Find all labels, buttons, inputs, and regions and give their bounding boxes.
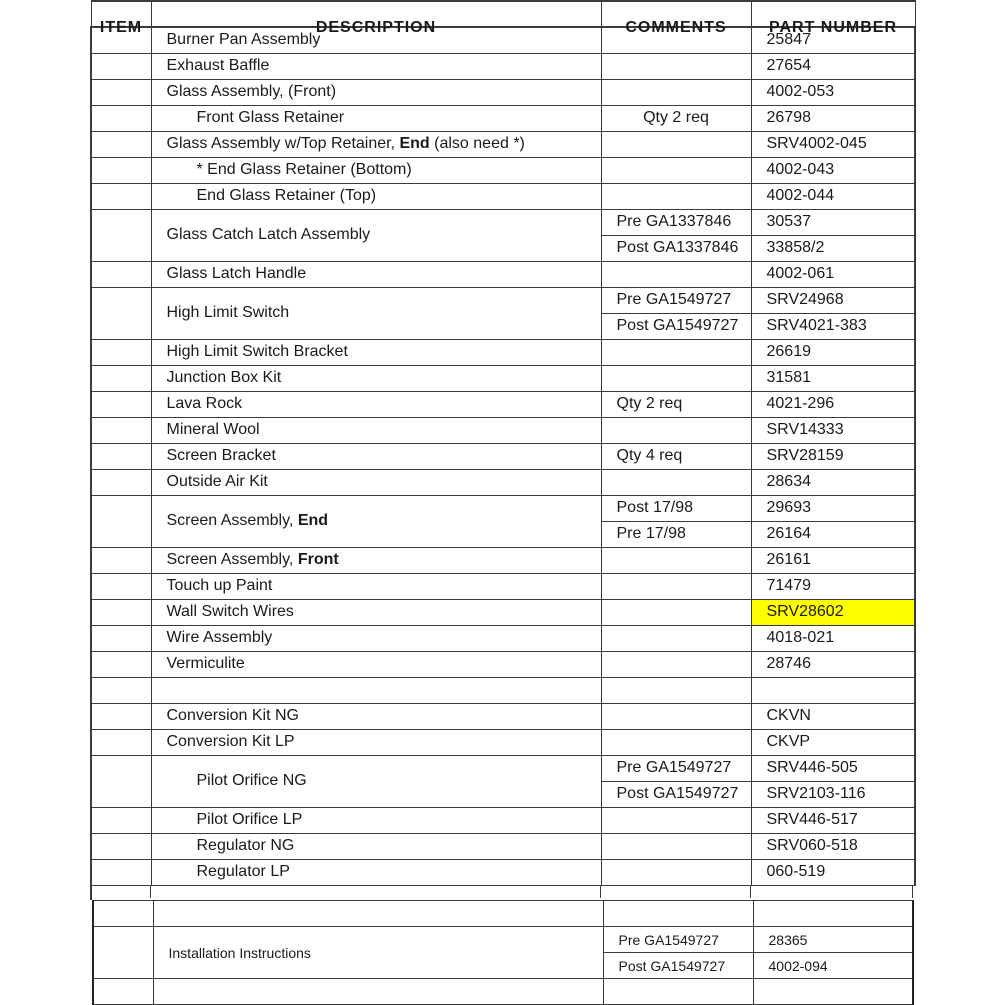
item-cell [93,927,153,979]
part-number-cell: 060-519 [751,859,915,885]
comment-cell: Post GA1549727 [601,781,751,807]
table-row [91,547,915,573]
part-number-cell [753,979,913,1005]
comment-cell [601,339,751,365]
part-number-cell [751,677,915,703]
comment-cell: Pre 17/98 [601,521,751,547]
part-number-cell: 4018-021 [751,625,915,651]
part-number-cell: 4002-043 [751,157,915,183]
description-cell: Glass Assembly w/Top Retainer, End (also need *) [151,131,601,157]
part-number-cell: 30537 [751,209,915,235]
comment-cell: Qty 2 req [601,105,751,131]
item-cell [91,131,151,157]
item-cell [91,495,151,547]
description-cell: End Glass Retainer (Top) [151,183,601,209]
comment-cell [603,901,753,927]
part-number-cell: 71479 [751,573,915,599]
item-cell [91,417,151,443]
item-cell [91,391,151,417]
header-part-number: PART NUMBER [751,1,915,27]
comment-cell [601,677,751,703]
comment-cell: Pre GA1337846 [601,209,751,235]
comment-cell: Pre GA1549727 [601,287,751,313]
installation-description-cell: Installation Instructions [153,927,603,979]
table-row [91,105,915,131]
comment-cell [601,625,751,651]
comment-cell: Post GA1337846 [601,235,751,261]
part-number-cell: 33858/2 [751,235,915,261]
description-cell: Wall Switch Wires [151,599,601,625]
description-cell: Regulator NG [151,833,601,859]
table-row [91,573,915,599]
description-cell: High Limit Switch [151,287,601,339]
part-number-cell: 26619 [751,339,915,365]
description-cell [153,901,603,927]
item-cell [91,599,151,625]
description-cell: Conversion Kit LP [151,729,601,755]
item-cell [91,339,151,365]
table-row [91,755,915,781]
comment-cell [601,261,751,287]
table-row [91,131,915,157]
item-cell [91,625,151,651]
comment-cell [601,573,751,599]
part-number-cell: 26161 [751,547,915,573]
item-cell [91,807,151,833]
table-row [91,261,915,287]
table-row [91,859,915,885]
part-number-cell: 27654 [751,53,915,79]
table-row-blank [91,677,915,703]
comment-cell: Pre GA1549727 [601,755,751,781]
table-row [91,625,915,651]
description-cell: Exhaust Baffle [151,53,601,79]
description-cell: Glass Latch Handle [151,261,601,287]
item-cell [91,469,151,495]
comment-cell [601,469,751,495]
item-cell [93,901,153,927]
item-cell [91,209,151,261]
item-cell [91,443,151,469]
table-row [91,469,915,495]
description-cell: Outside Air Kit [151,469,601,495]
part-number-cell: CKVN [751,703,915,729]
comment-cell [601,729,751,755]
header-comments: COMMENTS [601,1,751,27]
table-gap [90,886,916,900]
part-number-cell: 26798 [751,105,915,131]
description-cell: Glass Catch Latch Assembly [151,209,601,261]
comment-cell [601,417,751,443]
comment-cell [601,807,751,833]
comment-cell [601,79,751,105]
table-row [91,53,915,79]
table-row [93,927,913,953]
description-cell: Touch up Paint [151,573,601,599]
part-number-cell: 4002-061 [751,261,915,287]
table-row [91,339,915,365]
item-cell [91,79,151,105]
item-cell [91,157,151,183]
description-cell: Regulator LP [151,859,601,885]
comment-cell [601,365,751,391]
part-number-cell: 28365 [753,927,913,953]
item-cell [91,703,151,729]
item-cell [91,547,151,573]
part-number-cell: SRV14333 [751,417,915,443]
table-row [91,183,915,209]
part-number-cell: SRV060-518 [751,833,915,859]
comment-cell [601,53,751,79]
gap-divider [750,886,751,898]
item-cell [91,729,151,755]
description-cell: Front Glass Retainer [151,105,601,131]
item-cell [91,105,151,131]
part-number-cell [753,901,913,927]
table-row [91,833,915,859]
gap-divider [600,886,601,898]
comment-cell: Post 17/98 [601,495,751,521]
item-cell [91,261,151,287]
description-cell: Screen Bracket [151,443,601,469]
description-cell: Screen Assembly, End [151,495,601,547]
part-number-cell: SRV24968 [751,287,915,313]
table-row [91,391,915,417]
comment-cell: Post GA1549727 [603,953,753,979]
table-row [91,79,915,105]
description-cell: Wire Assembly [151,625,601,651]
comment-cell [601,157,751,183]
comment-cell [601,833,751,859]
description-cell: Glass Assembly, (Front) [151,79,601,105]
comment-cell: Post GA1549727 [601,313,751,339]
description-cell: * End Glass Retainer (Bottom) [151,157,601,183]
table-row [91,703,915,729]
table-row [91,209,915,235]
description-cell: Pilot Orifice NG [151,755,601,807]
table-row [91,157,915,183]
installation-table [92,900,914,1005]
comment-cell [601,547,751,573]
gap-divider [150,886,151,898]
part-number-cell: SRV446-505 [751,755,915,781]
comment-cell [601,131,751,157]
table-row [91,443,915,469]
part-number-cell: 4002-094 [753,953,913,979]
item-cell [91,365,151,391]
part-number-cell: 26164 [751,521,915,547]
comment-cell [601,703,751,729]
comment-cell [601,859,751,885]
comment-cell [601,651,751,677]
table-row-blank [93,901,913,927]
description-cell [151,677,601,703]
item-cell [91,287,151,339]
table-row [91,495,915,521]
item-cell [93,979,153,1005]
part-number-cell: CKVP [751,729,915,755]
comment-cell [601,599,751,625]
item-cell [91,573,151,599]
description-cell: Mineral Wool [151,417,601,443]
highlighted-part-number-cell: SRV28602 [751,599,915,625]
description-cell: Screen Assembly, Front [151,547,601,573]
table-row [91,651,915,677]
item-cell [91,833,151,859]
comment-cell: Qty 4 req [601,443,751,469]
comment-cell: Pre GA1549727 [603,927,753,953]
header-row [91,1,915,27]
header-item: ITEM [91,1,151,27]
description-cell: Burner Pan Assembly [151,27,601,53]
description-cell: Junction Box Kit [151,365,601,391]
table-row-blank [93,979,913,1005]
part-number-cell: 4002-044 [751,183,915,209]
part-number-cell: 28634 [751,469,915,495]
header-description: DESCRIPTION [151,1,601,27]
item-cell [91,183,151,209]
part-number-cell: SRV28159 [751,443,915,469]
table-row [91,417,915,443]
gap-divider [912,886,913,898]
item-cell [91,651,151,677]
description-cell: High Limit Switch Bracket [151,339,601,365]
part-number-cell: 4002-053 [751,79,915,105]
item-cell [91,677,151,703]
comment-cell: Qty 2 req [601,391,751,417]
item-cell [91,53,151,79]
part-number-cell: SRV2103-116 [751,781,915,807]
comment-cell [601,183,751,209]
table-row [91,807,915,833]
part-number-cell: SRV4021-383 [751,313,915,339]
part-number-cell: SRV4002-045 [751,131,915,157]
comment-cell [603,979,753,1005]
part-number-cell: 25847 [751,27,915,53]
description-cell: Conversion Kit NG [151,703,601,729]
parts-table [90,0,916,886]
description-cell [153,979,603,1005]
description-cell: Vermiculite [151,651,601,677]
description-cell: Pilot Orifice LP [151,807,601,833]
table-row [91,287,915,313]
part-number-cell: 31581 [751,365,915,391]
table-row [91,729,915,755]
table-row [91,365,915,391]
description-cell: Lava Rock [151,391,601,417]
part-number-cell: 28746 [751,651,915,677]
part-number-cell: 4021-296 [751,391,915,417]
part-number-cell: SRV446-517 [751,807,915,833]
parts-table-body [91,27,915,885]
table-row [91,599,915,625]
item-cell [91,755,151,807]
item-cell [91,859,151,885]
part-number-cell: 29693 [751,495,915,521]
